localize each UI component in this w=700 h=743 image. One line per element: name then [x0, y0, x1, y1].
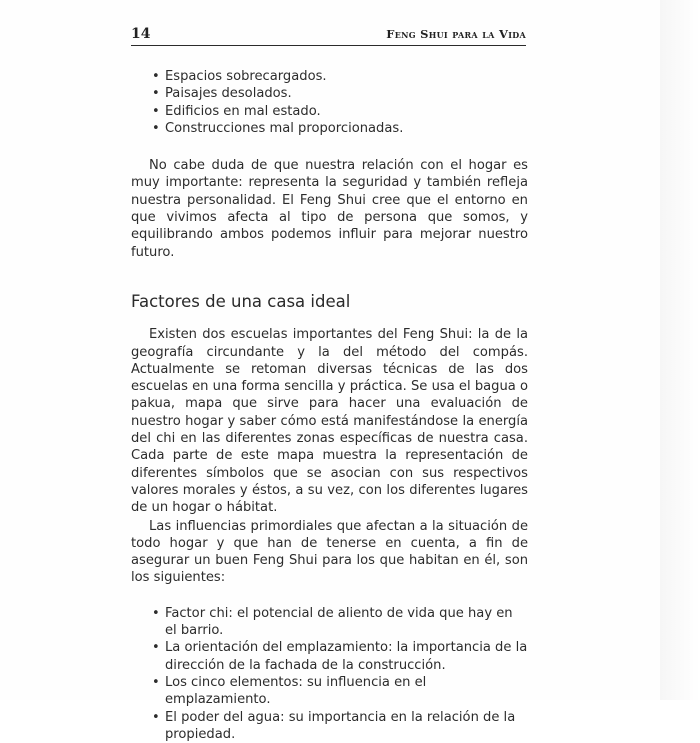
list-item-text: Espacios sobrecargados.: [165, 69, 327, 84]
list-item-text: La orientación del emplazamiento: la importancia de la dirección de la fachada de la construcción.: [165, 640, 527, 672]
list-item-text: Los cinco elementos: su influencia en el emplazamiento.: [165, 675, 426, 707]
list-item-text: Construcciones mal proporcionadas.: [165, 121, 403, 136]
list-item: [149, 605, 528, 640]
header-rule: [131, 45, 526, 46]
bullet-icon: •: [152, 103, 160, 120]
top-bullet-list: [149, 68, 528, 137]
section-heading: Factores de una casa ideal: [131, 293, 528, 310]
page-body: [131, 68, 528, 743]
list-item: [149, 85, 528, 102]
bottom-bullet-list: [149, 605, 528, 743]
bullet-icon: •: [152, 68, 160, 85]
page-edge-shadow: [660, 0, 700, 700]
list-item: [149, 120, 528, 137]
list-item-text: El poder del agua: su importancia en la relación de la propiedad.: [165, 710, 515, 742]
bullet-icon: •: [152, 85, 160, 102]
bullet-icon: •: [152, 674, 160, 691]
list-item: [149, 103, 528, 120]
running-title: Feng Shui para la Vida: [386, 27, 526, 41]
bullet-icon: •: [152, 639, 160, 656]
list-item: [149, 674, 528, 709]
list-item-text: Factor chi: el potencial de aliento de vida que hay en el barrio.: [165, 606, 513, 638]
bullet-icon: •: [152, 709, 160, 726]
intro-paragraph: No cabe duda de que nuestra relación con el hogar es muy importante: representa la seguridad y también refleja nuestra personalidad. El Feng Shui cree que el entorno en que vivimos afecta al tipo de persona que somos, y equilibrando ambos podemos influir para mejorar nuestro futuro.: [131, 157, 528, 261]
list-item: [149, 68, 528, 85]
influences-paragraph: Las influencias primordiales que afectan a la situación de todo hogar y que han de tenerse en cuenta, a fin de asegurar un buen Feng Shui para los que habitan en él, son los siguientes:: [131, 518, 528, 587]
page-number: 14: [131, 26, 150, 42]
list-item: [149, 639, 528, 674]
page-header: [131, 26, 526, 46]
list-item-text: Paisajes desolados.: [165, 86, 292, 101]
schools-paragraph: Existen dos escuelas importantes del Feng Shui: la de la geografía circundante y la del método del compás. Actualmente se retoman diversas técnicas de las dos escuelas en una forma sencilla y práctica. Se usa el bagua o pakua, mapa que sirve para hacer una evaluación de nuestro hogar y saber cómo está manifestándose la energía del chi en las diferentes zonas específicas de nuestra casa. Cada parte de este mapa muestra la representación de diferentes símbolos que se asocian con sus respectivos valores morales y éstos, a su vez, con los diferentes lugares de un hogar o hábitat.: [131, 326, 528, 516]
list-item: [149, 709, 528, 743]
bullet-icon: •: [152, 605, 160, 622]
list-item-text: Edificios en mal estado.: [165, 104, 321, 119]
bullet-icon: •: [152, 120, 160, 137]
